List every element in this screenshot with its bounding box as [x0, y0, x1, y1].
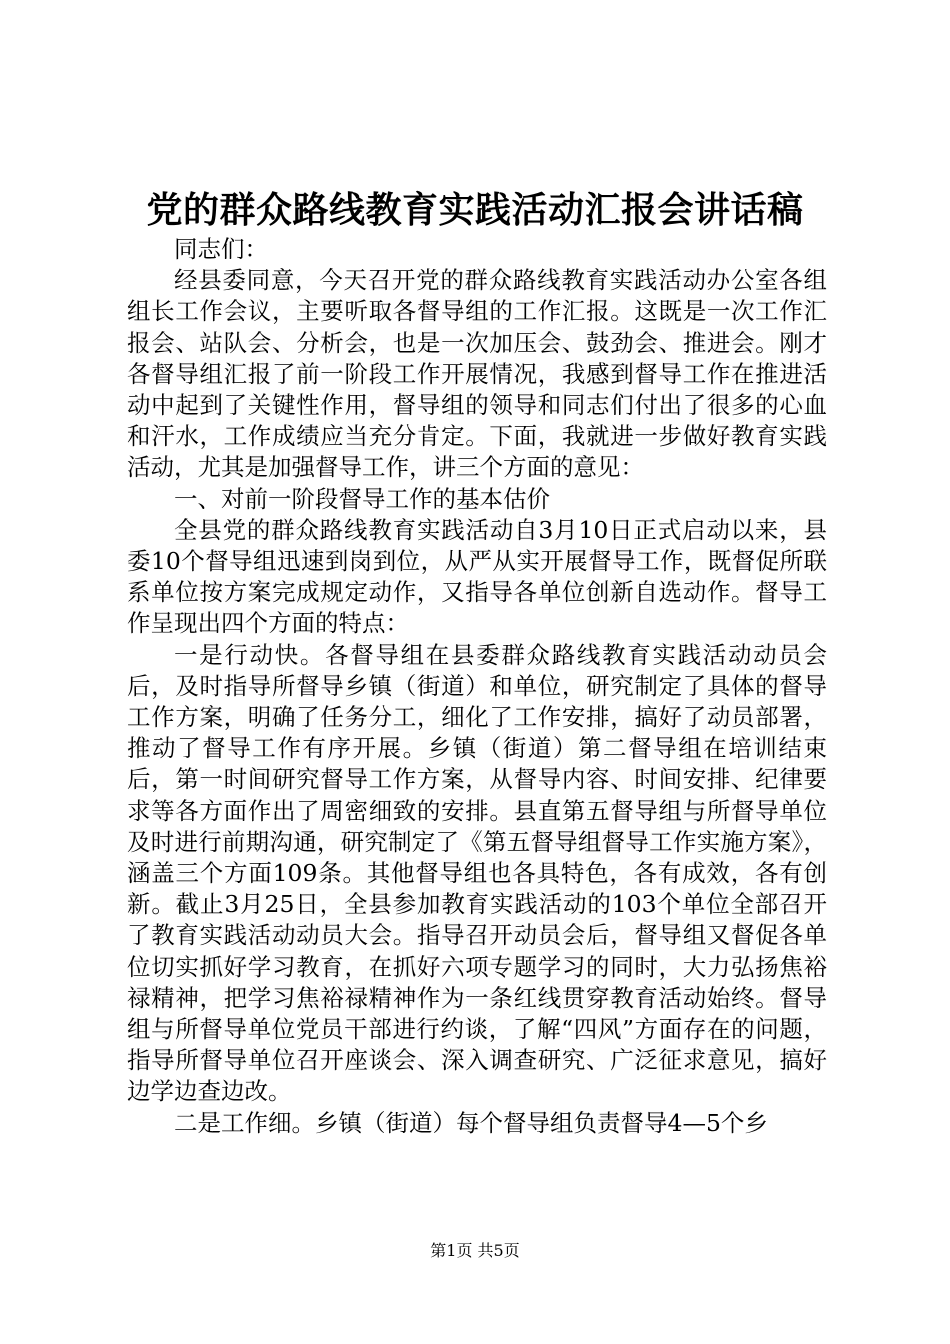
paragraph-intro: 经县委同意，今天召开党的群众路线教育实践活动办公室各组组长工作会议，主要听取各督导组的工作汇报。这既是一次工作汇报会、站队会、分析会，也是一次加压会、鼓劲会、推进会。刚才各督导组汇报了前一阶段工作开展情况，我感到督导工作在推进活动中起到了关键性作用，督导组的领导和同志们付出了很多的心血和汗水，工作成绩应当充分肯定。下面，我就进一步做好教育实践活动，尤其是加强督导工作，讲三个方面的意见： [127, 266, 827, 482]
paragraph-overview: 全县党的群众路线教育实践活动自3月10日正式启动以来，县委10个督导组迅速到岗到位，从严从实开展督导工作，既督促所联系单位按方案完成规定动作，又指导各单位创新自选动作。督导工作呈现出四个方面的特点： [127, 515, 827, 638]
paragraph-point-1: 一是行动快。各督导组在县委群众路线教育实践活动动员会后，及时指导所督导乡镇（街道）和单位，研究制定了具体的督导工作方案，明确了任务分工，细化了工作安排，搞好了动员部署，推动了督导工作有序开展。乡镇（街道）第二督导组在培训结束后，第一时间研究督导工作方案，从督导内容、时间安排、纪律要求等各方面作出了周密细致的安排。县直第五督导组与所督导单位及时进行前期沟通，研究制定了《第五督导组督导工作实施方案》，涵盖三个方面109条。其他督导组也各具特色，各有成效，各有创新。截止3月25日，全县参加教育实践活动的103个单位全部召开了教育实践活动动员大会。指导召开动员会后，督导组又督促各单位切实抓好学习教育，在抓好六项专题学习的同时，大力弘扬焦裕禄精神，把学习焦裕禄精神作为一条红线贯穿教育活动始终。督导组与所督导单位党员干部进行约谈，了解“四风”方面存在的问题，指导所督导单位召开座谈会、深入调查研究、广泛征求意见，搞好边学边查边改。 [127, 640, 827, 1106]
section-heading-1: 一、对前一阶段督导工作的基本估价 [174, 484, 550, 513]
document-title: 党的群众路线教育实践活动汇报会讲话稿 [146, 189, 804, 231]
document-body [127, 234, 827, 1139]
paragraph-point-2: 二是工作细。乡镇（街道）每个督导组负责督导4—5个乡 [174, 1108, 768, 1137]
page-footer: 第1页 共5页 [430, 1241, 520, 1260]
paragraph-salutation: 同志们： [174, 235, 268, 263]
